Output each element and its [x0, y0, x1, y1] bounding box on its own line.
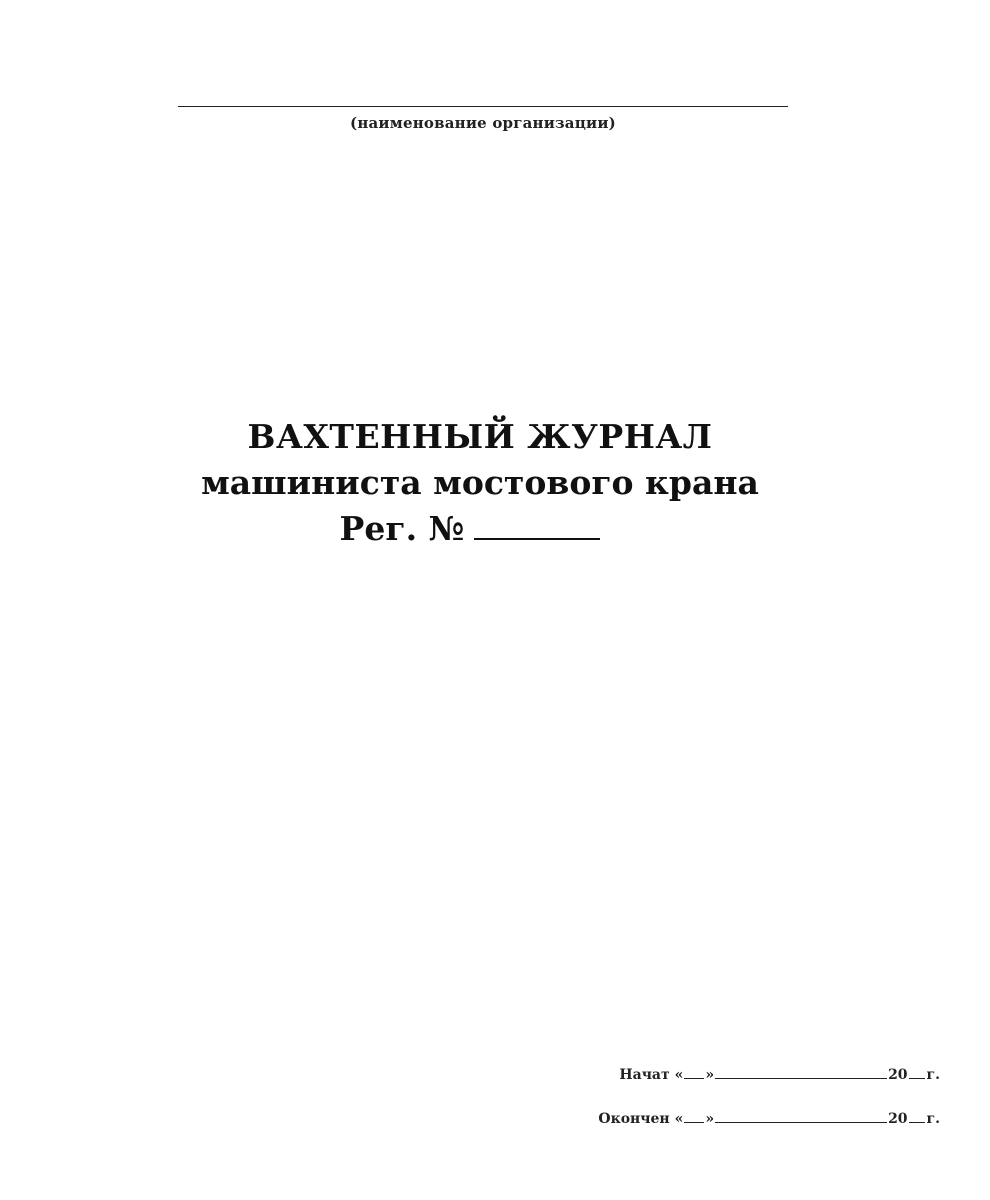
registration-number-blank	[474, 538, 600, 540]
finished-date-row	[598, 1111, 940, 1127]
organization-name-line	[178, 106, 788, 107]
finished-label: Окончен	[598, 1111, 670, 1127]
year-suffix: г.	[926, 1111, 940, 1127]
title-journal-type: ВАХТЕННЫЙ ЖУРНАЛ	[247, 417, 713, 456]
year-suffix: г.	[926, 1067, 940, 1083]
title-subject: машиниста мостового крана	[201, 463, 759, 502]
started-date-row	[619, 1067, 940, 1083]
day-blank	[684, 1122, 704, 1123]
started-label: Начат	[619, 1067, 670, 1083]
year-blank	[909, 1078, 925, 1079]
organization-name-caption: (наименование организации)	[350, 114, 616, 132]
registration-number-label: Рег. №	[339, 509, 465, 548]
close-quote: »	[705, 1067, 715, 1083]
year-prefix: 20	[888, 1067, 908, 1083]
year-prefix: 20	[888, 1111, 908, 1127]
open-quote: «	[674, 1067, 684, 1083]
document-title	[0, 414, 960, 552]
month-blank	[715, 1122, 887, 1123]
close-quote: »	[705, 1111, 715, 1127]
year-blank	[909, 1122, 925, 1123]
open-quote: «	[674, 1111, 684, 1127]
day-blank	[684, 1078, 704, 1079]
registration-number	[0, 506, 960, 552]
month-blank	[715, 1078, 887, 1079]
